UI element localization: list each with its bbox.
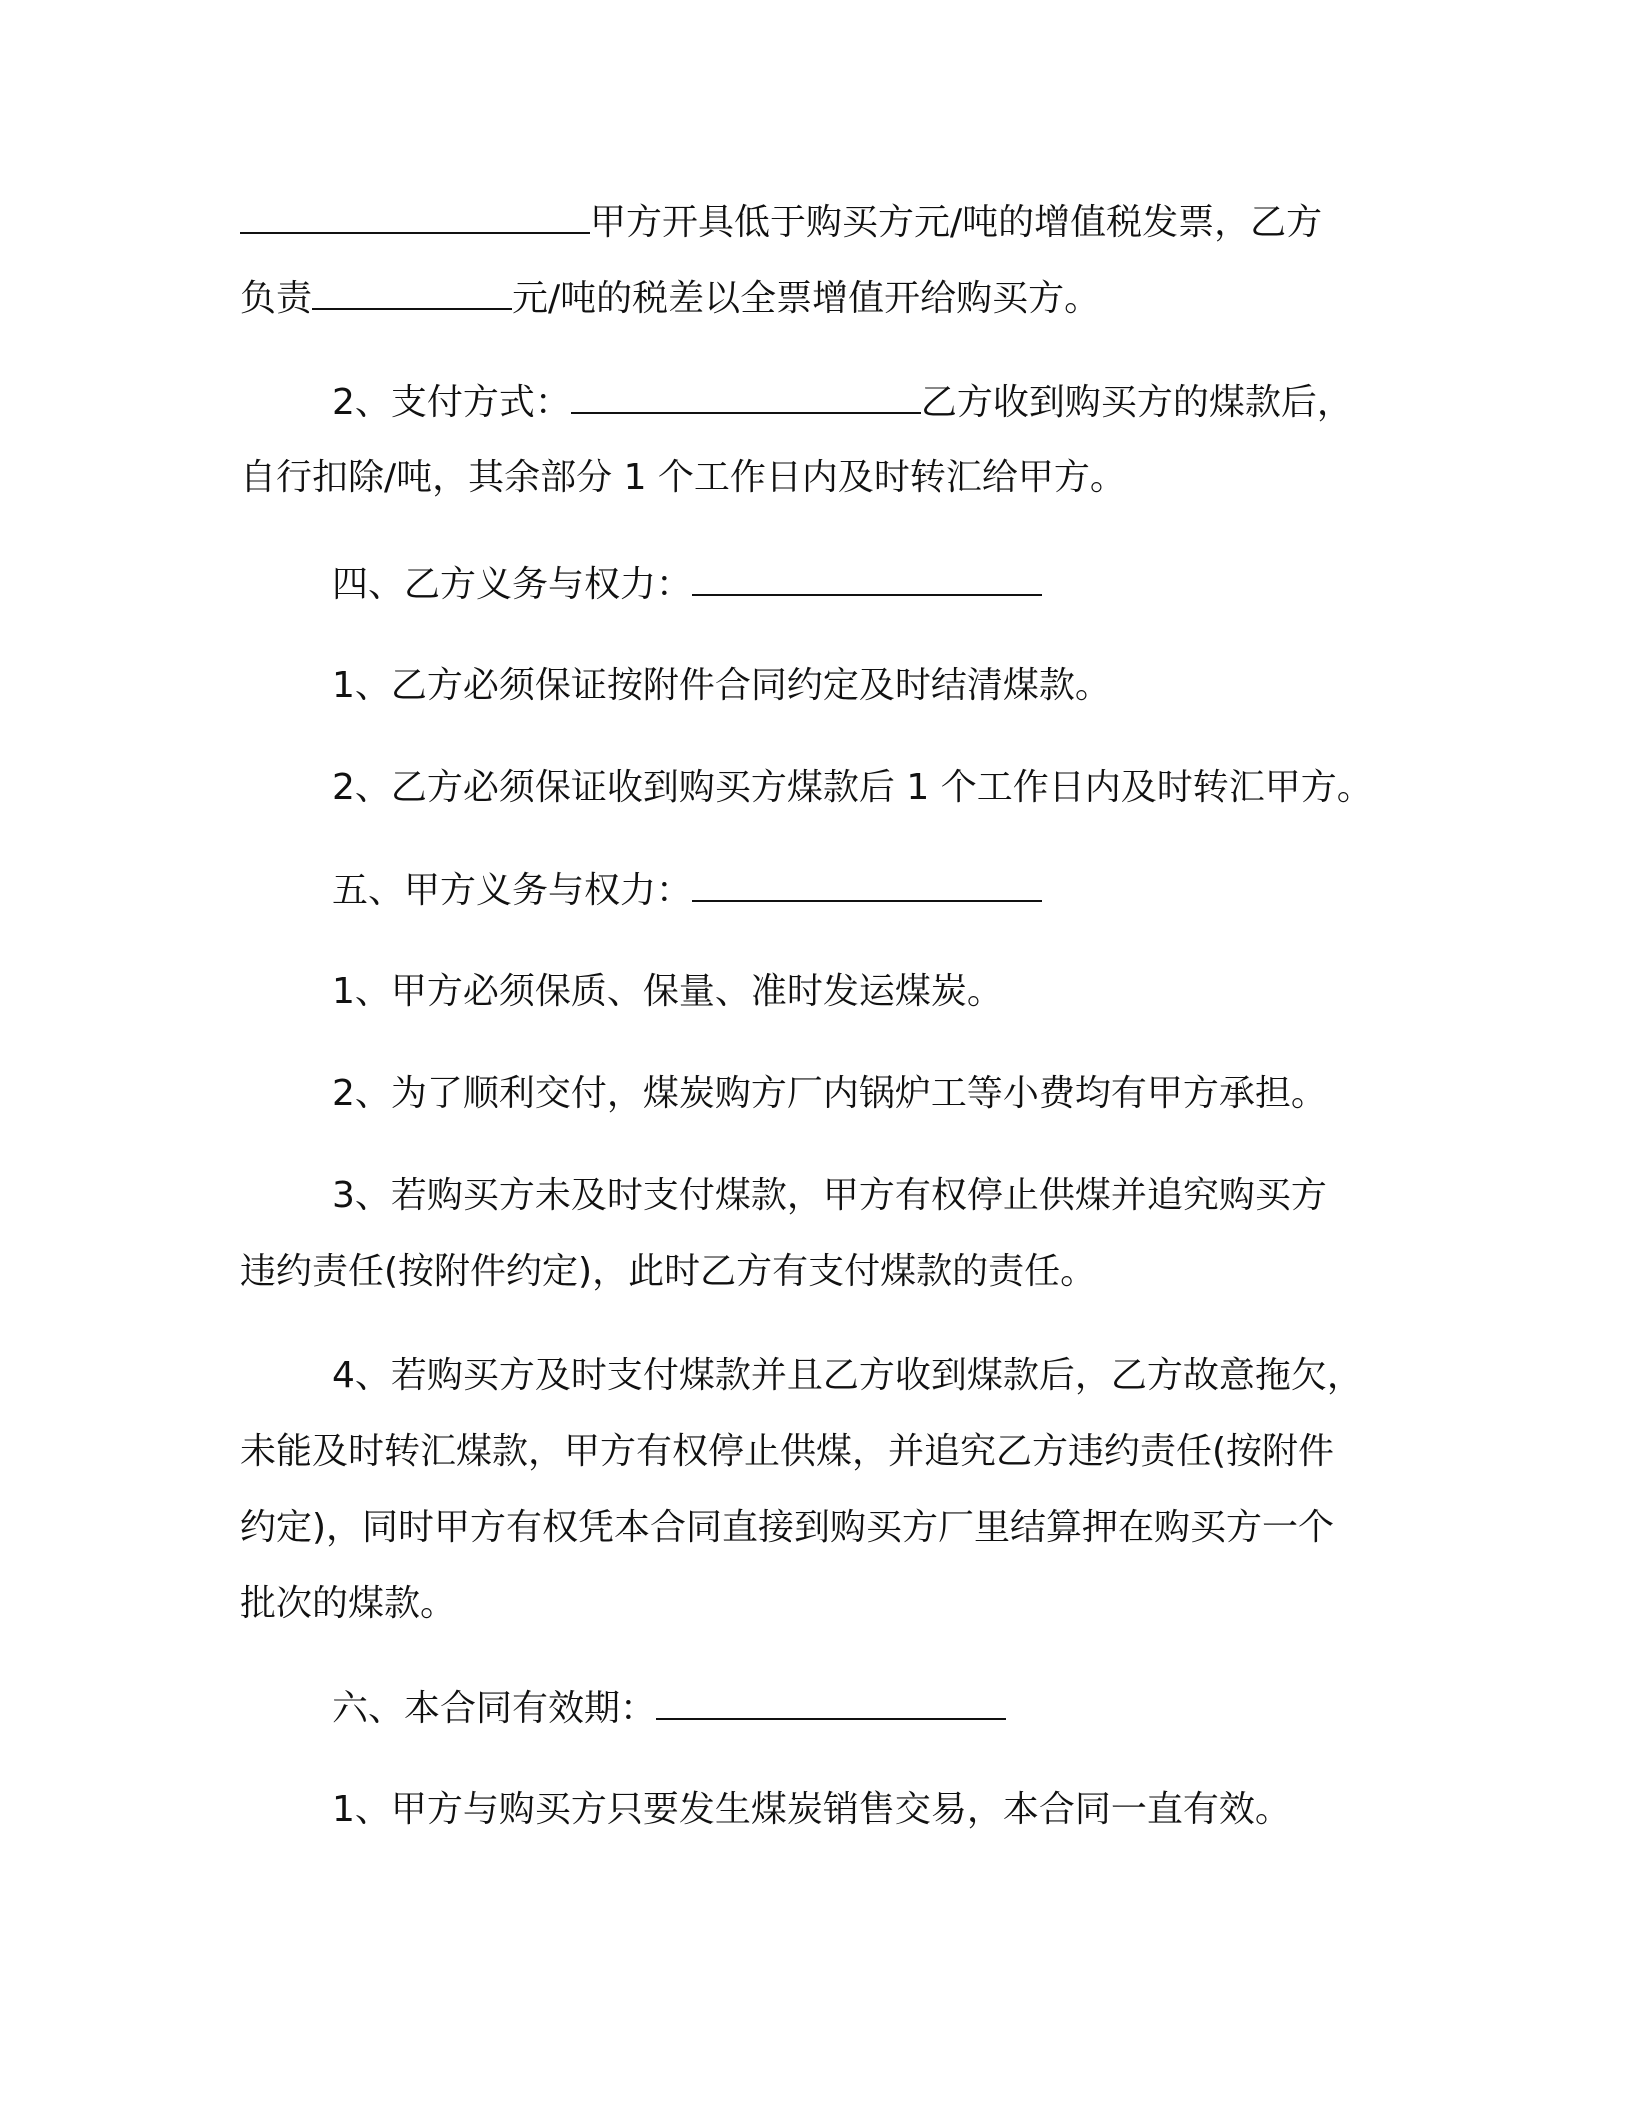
paragraph-line <box>332 764 1373 812</box>
paragraph-line <box>332 1070 1327 1118</box>
text-run: 甲方开具低于购买方元/吨的增值税发票，乙方 <box>590 202 1323 243</box>
paragraph-line <box>240 1248 1096 1296</box>
text-run: 元/吨的税差以全票增值开给购买方。 <box>512 278 1101 319</box>
text-run: 1、甲方与购买方只要发生煤炭销售交易，本合同一直有效。 <box>332 1789 1291 1830</box>
text-run: 未能及时转汇煤款，甲方有权停止供煤，并追究乙方违约责任(按附件 <box>240 1431 1335 1472</box>
text-run: 1、甲方必须保质、保量、准时发运煤炭。 <box>332 971 1003 1012</box>
text-run: 负责 <box>240 278 313 319</box>
fill-in-blank <box>240 198 590 234</box>
text-run: 乙方收到购买方的煤款后， <box>920 382 1353 423</box>
text-run: 3、若购买方未及时支付煤款，甲方有权停止供煤并追究购买方 <box>332 1175 1327 1216</box>
fill-in-blank <box>692 560 1042 596</box>
paragraph-line <box>240 1504 1334 1552</box>
fill-in-blank <box>656 1684 1006 1720</box>
heading-text: 五、甲方义务与权力： <box>332 870 693 911</box>
paragraph-line <box>332 378 1353 427</box>
section-heading <box>332 866 1042 915</box>
text-run: 批次的煤款。 <box>240 1583 457 1624</box>
paragraph-line <box>332 1352 1363 1400</box>
text-run: 违约责任(按附件约定)，此时乙方有支付煤款的责任。 <box>240 1251 1097 1292</box>
fill-in-blank <box>571 378 921 414</box>
paragraph-line <box>240 274 1100 323</box>
heading-text: 四、乙方义务与权力： <box>332 564 693 605</box>
heading-text: 六、本合同有效期： <box>332 1688 657 1729</box>
text-run: 2、乙方必须保证收到购买方煤款后 1 个工作日内及时转汇甲方。 <box>332 767 1373 808</box>
fill-in-blank <box>692 866 1042 902</box>
text-run: 1、乙方必须保证按附件合同约定及时结清煤款。 <box>332 665 1111 706</box>
paragraph-line <box>332 662 1111 710</box>
paragraph-line <box>240 198 1322 247</box>
section-heading <box>332 1684 1006 1733</box>
paragraph-line <box>240 1580 456 1628</box>
section-heading <box>332 560 1042 609</box>
text-run: 约定)，同时甲方有权凭本合同直接到购买方厂里结算押在购买方一个 <box>240 1507 1335 1548</box>
text-run: 2、为了顺利交付，煤炭购方厂内锅炉工等小费均有甲方承担。 <box>332 1073 1327 1114</box>
text-run: 4、若购买方及时支付煤款并且乙方收到煤款后，乙方故意拖欠， <box>332 1355 1363 1396</box>
paragraph-line <box>240 454 1126 502</box>
paragraph-line <box>332 1786 1291 1834</box>
paragraph-line <box>240 1428 1334 1476</box>
paragraph-line <box>332 968 1003 1016</box>
text-run: 自行扣除/吨，其余部分 1 个工作日内及时转汇给甲方。 <box>240 457 1126 498</box>
text-run: 2、支付方式： <box>332 382 571 423</box>
fill-in-blank <box>312 274 512 310</box>
paragraph-line <box>332 1172 1327 1220</box>
